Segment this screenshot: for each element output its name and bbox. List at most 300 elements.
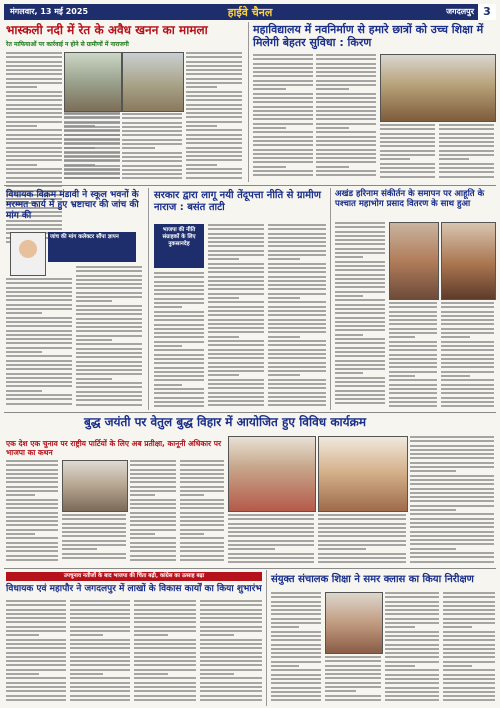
body-text-line [64,169,120,171]
body-text-line [208,284,264,286]
body-text-line [62,544,126,546]
body-text-line [385,626,415,628]
body-text-line [76,283,142,285]
body-text-line [441,358,494,360]
body-text-line [186,86,217,88]
body-text-line [441,302,494,304]
body-text-line [441,345,494,347]
body-text-line [6,52,62,54]
body-text-line [70,699,130,701]
body-text-line [64,130,120,132]
body-text-line [410,500,494,502]
section-rule [4,412,496,413]
body-text-line [380,163,435,165]
body-text-line [200,621,262,623]
body-text-line [253,118,313,120]
body-text-line [76,305,142,307]
body-text-line [70,643,130,645]
body-text-line [208,404,264,406]
body-text-line [180,499,224,501]
body-text-line [70,626,130,628]
body-text-line [253,136,313,138]
body-text-line [228,531,314,533]
body-text-line [6,151,62,153]
body-text-line [389,384,437,386]
body-text-line [208,327,264,329]
body-text-line [70,609,130,611]
body-text-line [130,516,176,518]
body-text-line [6,351,42,353]
story5-photo-1 [389,222,439,300]
body-text-line [154,336,204,338]
body-text-line [186,142,242,144]
body-text-line [200,690,262,692]
body-text-line [316,174,376,176]
body-text-line [335,385,385,387]
body-text-line [325,665,381,667]
body-text-line [253,106,313,108]
body-text-line [443,682,495,684]
body-text-line [385,665,415,667]
body-text-line [70,686,130,688]
issue-date: मंगलवार, 13 मई 2025 [10,7,89,16]
body-text-line [335,402,385,404]
story2-photo [380,54,496,122]
body-text-line [443,596,495,598]
body-text-line [441,384,494,386]
body-text-line [325,682,381,684]
body-text-line [180,559,224,561]
body-text-line [389,336,415,338]
body-text-line [385,691,439,693]
body-text-line [316,149,376,151]
body-text-line [6,342,72,344]
body-text-line [6,373,72,375]
body-text-line [186,108,242,110]
body-text-line [228,561,314,563]
story5-photo-2 [441,222,496,300]
body-text-line [410,535,494,537]
body-text-line [122,130,182,132]
story5-text-col1 [335,222,385,410]
body-text-line [134,609,196,611]
body-text-line [6,613,66,615]
body-text-line [64,113,120,115]
body-text-line [130,533,155,535]
story1-text-col3 [122,113,182,183]
body-text-line [335,261,385,263]
body-text-line [6,116,62,118]
body-text-line [6,291,72,293]
body-text-line [253,75,313,77]
body-text-line [268,263,326,265]
story9-headline: संयुक्त संचालक शिक्षा ने समर क्लास का किया निरीक्षण [271,574,474,585]
body-text-line [154,272,204,274]
body-text-line [154,319,204,321]
body-text-line [335,342,385,344]
story7-text-col4 [180,460,224,564]
body-text-line [186,159,242,161]
body-text-line [6,647,66,649]
body-text-line [228,514,314,516]
body-text-line [268,374,300,376]
body-text-line [410,466,494,468]
body-text-line [271,622,321,624]
story1-photo-left [64,52,122,112]
story1-photo-right [122,52,184,112]
body-text-line [134,613,196,615]
body-text-line [268,331,326,333]
body-text-line [6,464,58,466]
body-text-line [441,319,494,321]
body-text-line [410,457,494,459]
body-text-line [335,364,385,366]
body-text-line [443,695,495,697]
body-text-line [6,604,66,606]
story9-text-col4 [443,592,495,704]
body-text-line [134,600,196,602]
body-text-line [316,166,349,168]
body-text-line [6,559,58,561]
body-text-line [134,652,196,654]
body-text-line [441,332,494,334]
body-text-line [253,63,313,65]
body-text-line [76,343,142,345]
body-text-line [208,349,264,351]
body-text-line [208,387,264,389]
body-text-line [316,75,376,77]
body-text-line [70,634,103,636]
body-text-line [439,124,494,126]
body-text-line [76,391,142,393]
body-text-line [335,226,385,228]
body-text-line [6,499,58,501]
body-text-line [122,152,182,154]
body-text-line [6,330,72,332]
body-text-line [186,69,242,71]
body-text-line [441,349,494,351]
body-text-line [154,349,204,351]
body-text-line [76,318,142,320]
body-text-line [335,286,385,288]
body-text-line [316,110,376,112]
body-text-line [134,673,168,675]
body-text-line [208,319,264,321]
body-text-line [335,351,385,353]
body-text-line [154,341,204,343]
body-text-line [335,338,385,340]
body-text-line [180,486,224,488]
body-text-line [130,507,176,509]
body-text-line [130,555,176,557]
story8-text-col3 [134,600,196,704]
body-text-line [268,314,326,316]
body-text-line [180,537,224,539]
body-text-line [200,604,262,606]
body-text-line [6,61,62,63]
body-text-line [6,546,58,548]
body-text-line [380,133,435,135]
body-text-line [389,311,437,313]
body-text-line [253,131,313,133]
body-text-line [6,643,66,645]
body-text-line [441,379,494,381]
body-text-line [64,117,120,119]
body-text-line [316,161,376,163]
body-text-line [6,394,72,396]
body-text-line [389,302,437,304]
body-text-line [271,687,321,689]
body-text-line [200,617,262,619]
body-text-line [253,157,313,159]
masthead [4,4,496,20]
body-text-line [389,366,437,368]
body-text-line [385,631,439,633]
body-text-line [208,396,264,398]
body-text-line [6,682,66,684]
body-text-line [154,358,204,360]
body-text-line [316,54,376,56]
body-text-line [389,362,437,364]
body-text-line [268,370,326,372]
body-text-line [268,366,326,368]
body-text-line [208,362,264,364]
body-text-line [443,626,472,628]
body-text-line [70,664,130,666]
body-text-line [268,404,326,406]
body-text-line [6,660,66,662]
body-text-line [385,648,439,650]
body-text-line [208,297,239,299]
body-text-line [228,557,314,559]
body-text-line [6,282,72,284]
body-text-line [6,112,62,114]
body-text-line [186,134,242,136]
body-text-line [208,254,264,256]
body-text-line [6,516,58,518]
body-text-line [253,54,313,56]
body-text-line [6,121,62,123]
body-text-line [335,256,363,258]
body-text-line [316,144,376,146]
body-text-line [130,546,176,548]
body-text-line [6,529,58,531]
body-text-line [6,600,66,602]
body-text-line [443,699,495,701]
body-text-line [335,248,385,250]
body-text-line [325,699,381,701]
body-text-line [208,370,264,372]
body-text-line [316,127,349,129]
body-text-line [122,143,182,145]
body-text-line [268,357,326,359]
body-text-line [208,271,264,273]
body-text-line [208,314,264,316]
body-text-line [6,159,62,161]
body-text-line [443,609,495,611]
body-text-line [443,592,495,594]
body-text-line [6,168,62,170]
body-text-line [134,630,196,632]
body-text-line [6,368,72,370]
body-text-line [443,613,495,615]
body-text-line [439,137,494,139]
body-text-line [62,527,126,529]
body-text-line [389,388,437,390]
body-text-line [62,557,126,559]
body-text-line [6,95,62,97]
body-text-line [268,297,300,299]
body-text-line [76,313,142,315]
body-text-line [180,546,224,548]
body-text-line [316,123,376,125]
body-text-line [200,600,262,602]
body-text-line [208,276,264,278]
body-text-line [389,401,437,403]
body-text-line [385,635,439,637]
body-text-line [76,292,142,294]
body-text-line [335,269,385,271]
body-text-line [389,405,437,407]
body-text-line [208,280,264,282]
body-text-line [441,401,494,403]
body-text-line [268,228,326,230]
body-text-line [70,604,130,606]
body-text-line [389,392,437,394]
body-text-line [200,609,262,611]
body-text-line [134,660,196,662]
body-text-line [208,258,239,260]
body-text-line [208,301,264,303]
body-text-line [253,110,313,112]
body-text-line [268,241,326,243]
body-text-line [130,464,176,466]
body-text-line [134,643,196,645]
body-text-line [6,664,66,666]
body-text-line [6,99,62,101]
body-text-line [268,250,326,252]
body-text-line [385,682,439,684]
body-text-line [385,609,439,611]
body-text-line [268,400,326,402]
body-text-line [70,647,130,649]
newspaper-title: हाईवे चैनल [227,6,273,19]
body-text-line [122,173,182,175]
body-text-line [208,366,264,368]
body-text-line [200,695,262,697]
body-text-line [271,661,321,663]
body-text-line [76,348,142,350]
body-text-line [70,656,130,658]
body-text-line [271,665,299,667]
body-text-line [208,392,264,394]
body-text-line [200,677,262,679]
body-text-line [316,106,376,108]
body-text-line [410,552,494,554]
body-text-line [325,673,381,675]
story5-headline: अखंड हरिनाम संकीर्तन के समापन पर आहूति के पश्चात महाभोग प्रसाद वितरण के साथ हुआ [335,189,485,209]
body-text-line [316,88,349,90]
body-text-line [130,469,176,471]
body-text-line [180,469,224,471]
column-divider [330,188,331,410]
body-text-line [6,355,72,357]
body-text-line [62,540,126,542]
body-text-line [186,172,242,174]
story9-photo [325,592,383,654]
body-text-line [208,267,264,269]
body-text-line [410,488,494,490]
story5-text-col3 [441,302,494,410]
body-text-line [268,340,326,342]
body-text-line [208,331,264,333]
body-text-line [208,374,239,376]
story6-text-col1 [228,514,314,566]
body-text-line [134,664,196,666]
body-text-line [6,360,72,362]
body-text-line [180,477,224,479]
body-text-line [253,71,313,73]
body-text-line [268,327,326,329]
body-text-line [130,529,176,531]
body-text-line [253,67,313,69]
story7-text-col1 [6,460,58,564]
body-text-line [76,352,142,354]
body-text-line [180,529,224,531]
body-text-line [271,695,321,697]
body-text-line [208,237,264,239]
body-text-line [443,618,495,620]
body-text-line [316,71,376,73]
body-text-line [6,486,58,488]
body-text-line [335,368,385,370]
body-text-line [325,660,381,662]
body-text-line [64,143,120,145]
body-text-line [268,306,326,308]
body-text-line [122,177,182,179]
body-text-line [70,652,130,654]
body-text-line [253,114,313,116]
body-text-line [200,630,262,632]
body-text-line [443,652,495,654]
body-text-line [180,490,224,492]
body-text-line [180,542,224,544]
body-text-line [200,626,262,628]
body-text-line [208,310,264,312]
body-text-line [62,531,126,533]
body-text-line [6,555,58,557]
body-text-line [122,122,182,124]
body-text-line [64,152,120,154]
body-text-line [154,405,204,407]
body-text-line [180,464,224,466]
body-text-line [208,288,264,290]
body-text-line [180,533,204,535]
body-text-line [410,475,494,477]
body-text-line [6,699,66,701]
body-text-line [271,656,321,658]
body-text-line [316,84,376,86]
body-text-line [335,235,385,237]
body-text-line [208,245,264,247]
story3-sidebar: जांच की मांग कलेक्टर सौंपा ज्ञापन [48,232,136,262]
body-text-line [6,299,72,301]
body-text-line [70,660,130,662]
body-text-line [6,138,62,140]
body-text-line [268,280,326,282]
body-text-line [6,82,62,84]
body-text-line [186,129,242,131]
